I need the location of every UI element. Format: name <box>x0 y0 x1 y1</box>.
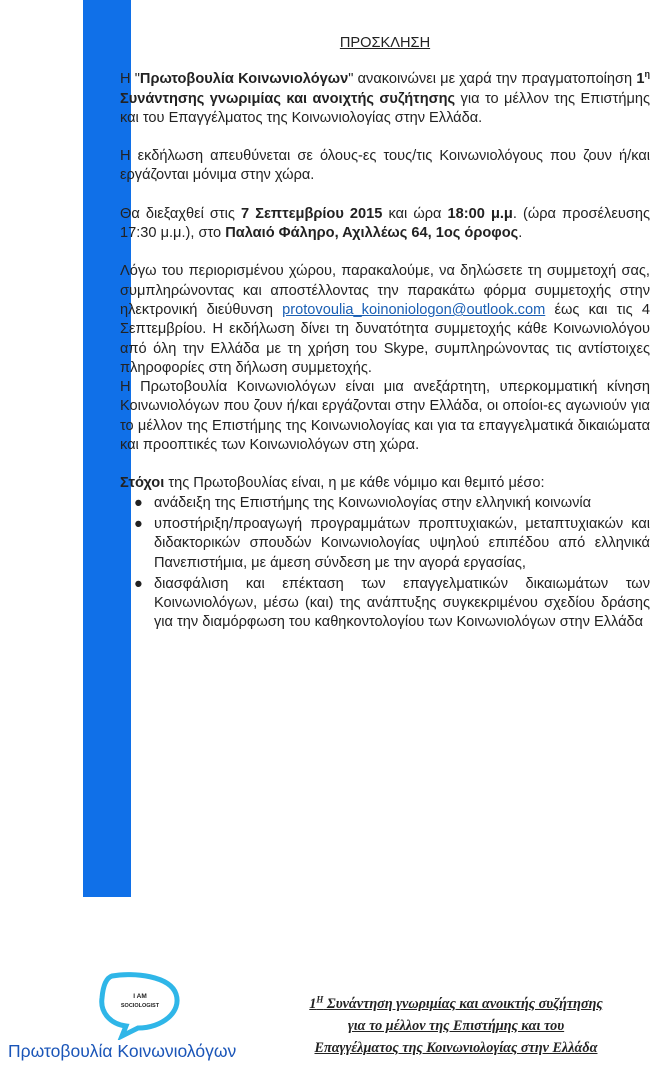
invitation-title: ΠΡΟΣΚΛΗΣΗ <box>339 35 431 51</box>
list-item <box>134 515 650 573</box>
footer-caption <box>262 993 650 1059</box>
text: Συνάντηση γνωριμίας και ανοικτής συζήτησης <box>323 996 603 1012</box>
about-paragraph: Η Πρωτοβουλία Κοινωνιολόγων είναι μια ανεξάρτητη, υπερκομματική κίνηση Κοινωνιολόγων που ζουν ή/και εργάζονται στην Ελλάδα, οι οποίοι-ες αγωνιούν για το μέλλον της Επιστήμης της Κοινωνιολογίας και για τα επαγγελματικά δικαιώματα και προοπτικές των Κοινωνιολόγων στη χώρα. <box>120 379 650 454</box>
bullet-icon: ● <box>134 515 143 532</box>
list-item <box>134 575 650 633</box>
ordinal-suffix: Η <box>316 994 324 1005</box>
event-place: Παλαιό Φάληρο, Αχιλλέως 64, 1ος όροφος <box>225 225 519 242</box>
goal-text: διασφάλιση και επέκταση των επαγγελματικών δικαιωμάτων των Κοινωνιολόγων, μέσω (και) της ανάπτυξης συγκεκριμένου σχεδίου δράσης για την διαμόρφωση του καθηκοντολογίου των Κοινωνιολόγων στην Ελλάδα <box>154 575 650 631</box>
logo-name: Πρωτοβουλία Κοινωνιολόγων <box>8 1041 237 1061</box>
text: . (ώρα προσέλευσης 17:30 μ.μ.), στο <box>120 205 650 242</box>
caption-line-3: Επαγγέλματος της Κοινωνιολογίας στην Ελλάδα <box>314 1040 598 1056</box>
goal-text: ανάδειξη της Επιστήμης της Κοινωνιολογίας στην ελληνική κοινωνία <box>154 494 592 511</box>
bubble-line-1: I AM <box>133 993 147 1000</box>
event-time: 18:00 μ.μ <box>447 205 513 222</box>
sociologists-logo <box>0 970 250 1075</box>
org-name: Πρωτοβουλία Κοινωνιολόγων <box>139 71 349 88</box>
list-item <box>134 494 650 513</box>
speech-bubble-icon <box>0 970 250 1040</box>
text: Θα διεξαχθεί στις <box>120 205 242 222</box>
intro-paragraph <box>120 70 650 128</box>
goals-list <box>120 494 650 633</box>
goals-heading <box>120 474 650 493</box>
bullet-icon: ● <box>134 494 143 511</box>
text: έως και τις 4 Σεπτεμβρίου. Η εκδήλωση δίνει τη δυνατότητα συμμετοχής κάθε Κοινωνιολόγου από όλη την Ελλάδα με τη χρήση του Skype, συμπληρώνοντας τις αντίστοιχες πληροφορίες στη δήλωση συμμετοχής. <box>120 301 650 376</box>
bullet-icon: ● <box>134 575 143 592</box>
text: 1 <box>309 996 317 1012</box>
ordinal-suffix: η <box>644 69 650 80</box>
invitation-document <box>120 34 650 635</box>
text: της Πρωτοβουλίας είναι, η με κάθε νόμιμο και θεμιτό μέσο: <box>164 475 545 492</box>
text: για το μέλλον της Επιστήμης και του Επαγγέλματος της Κοινωνιολογίας στην Ελλάδα. <box>120 90 651 126</box>
text: και ώρα <box>382 205 448 222</box>
caption-line-1 <box>262 993 650 1015</box>
text: Λόγω του περιορισμένου χώρου, παρακαλούμε, να δηλώσετε τη συμμετοχή σας, συμπληρώνοντας και αποστέλλοντας την παρακάτω φόρμα συμμετοχής στην ηλεκτρονική διεύθυνση <box>120 263 650 318</box>
goal-text: υποστήριξη/προαγωγή προγραμμάτων προπτυχιακών, μεταπτυχιακών και διδακτορικών σπουδών Κοινωνιολογίας υψηλού επιπέδου από ελληνικά Πανεπιστήμια, με άμεση σύνδεση με την αγορά εργασίας, <box>154 515 650 571</box>
registration-paragraph <box>120 262 650 378</box>
text: Η " <box>120 71 140 88</box>
text: . <box>518 225 523 242</box>
text: " ανακοινώνει με χαρά την πραγματοποίηση <box>348 71 637 88</box>
caption-line-2: για το μέλλον της Επιστήμης και του <box>347 1018 565 1034</box>
bubble-line-2: SOCIOLOGIST <box>120 1003 160 1009</box>
meeting-number: 1 <box>636 71 645 88</box>
event-name: Συνάντησης γνωριμίας και ανοιχτής συζήτησης <box>120 90 456 107</box>
date-place-paragraph <box>120 205 650 244</box>
goals-label: Στόχοι <box>120 475 165 492</box>
email-link[interactable]: protovoulia_koinoniologon@outlook.com <box>282 301 546 318</box>
audience-paragraph: Η εκδήλωση απευθύνεται σε όλους-ες τους/τις Κοινωνιολόγους που ζουν ή/και εργάζονται μόνιμα στην χώρα. <box>120 148 650 184</box>
event-date: 7 Σεπτεμβρίου 2015 <box>241 205 383 222</box>
